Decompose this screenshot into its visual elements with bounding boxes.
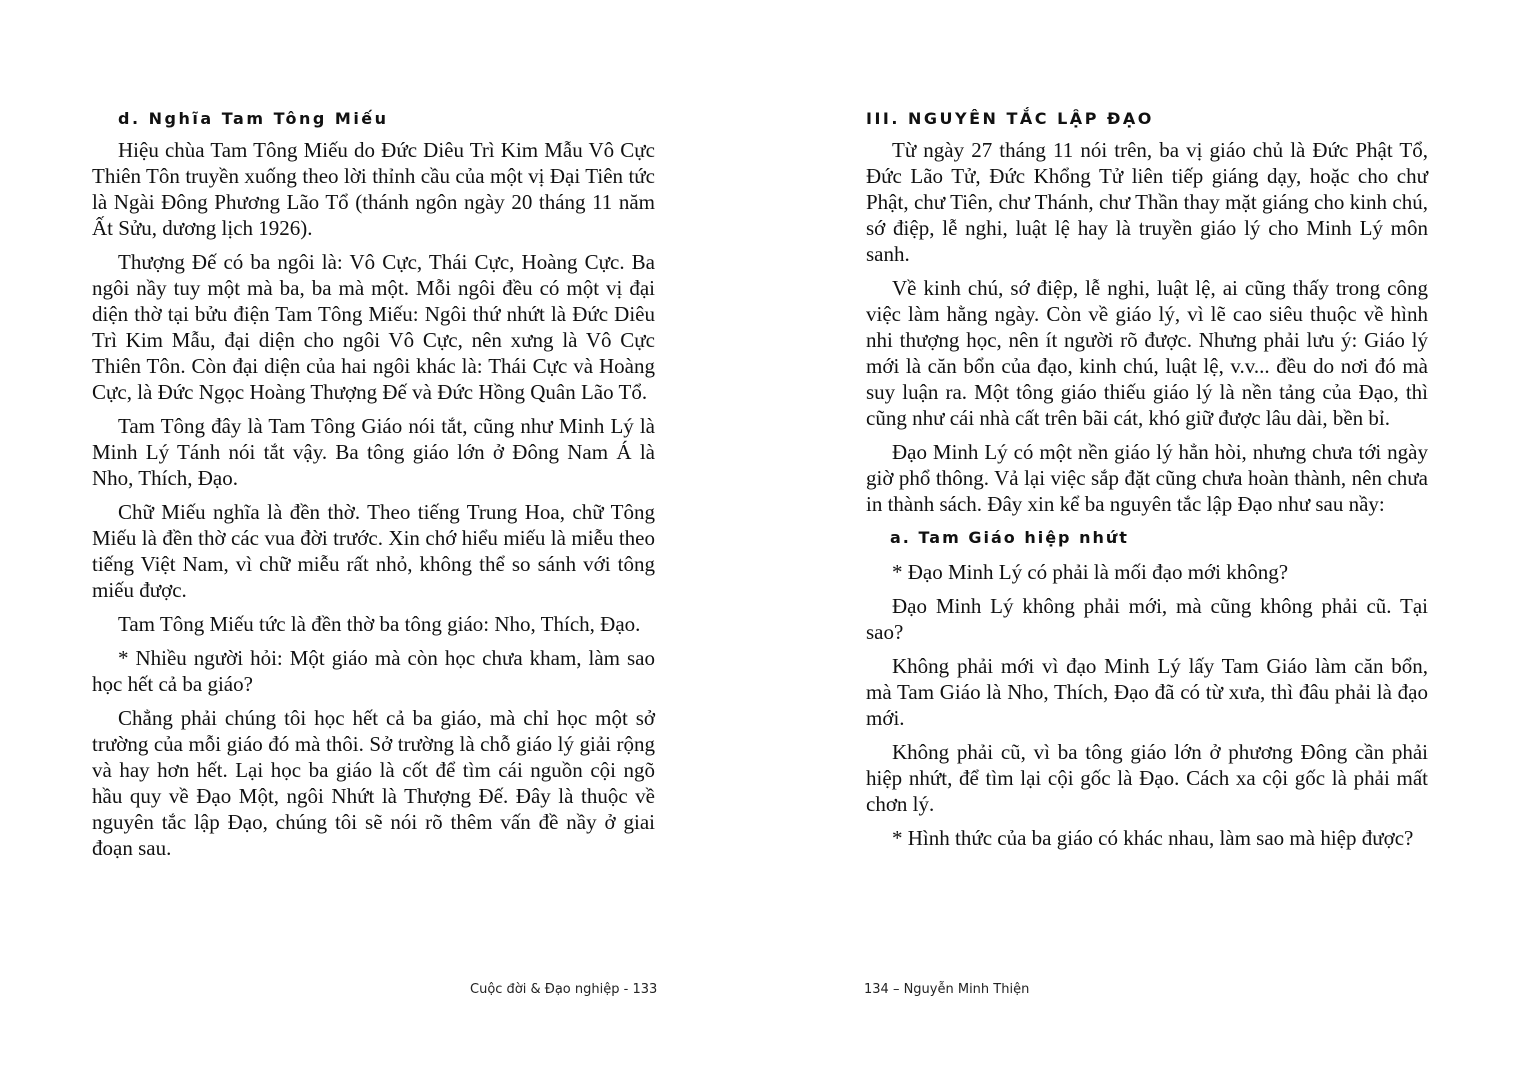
section-heading: d. Nghĩa Tam Tông Miếu [118, 109, 389, 128]
paragraph: Về kinh chú, sớ điệp, lễ nghi, luật lệ, ai cũng thấy trong công việc làm hằng ngày. Còn về giáo lý, vì lẽ cao siêu thuộc về hình nhi thượng học, nên ít người rõ được. Nhưng phải lưu ý: Giáo lý mới là căn bổn của đạo, kinh chú, luật lệ, v.v... đều do nơi đó mà suy luận ra. Một tông giáo thiếu giáo lý là nền tảng của Đạo, thì cũng như cái nhà cất trên bãi cát, khó giữ được lâu dài, bền bỉ. [866, 276, 1428, 430]
subsection-heading: a. Tam Giáo hiệp nhứt [890, 528, 1129, 547]
chapter-heading: III. NGUYÊN TẮC LẬP ĐẠO [866, 109, 1154, 128]
question-paragraph: * Đạo Minh Lý có phải là mối đạo mới không? [892, 560, 1289, 584]
paragraph: Thượng Đế có ba ngôi là: Vô Cực, Thái Cực, Hoàng Cực. Ba ngôi nầy tuy một mà ba, ba mà một. Mỗi ngôi đều có một vị đại diện thờ tại bửu điện Tam Tông Miếu: Ngôi thứ nhứt là Đức Diêu Trì Kim Mẫu, đại diện cho ngôi Vô Cực, nên xưng là Vô Cực Thiên Tôn. Còn đại diện của hai ngôi khác là: Thái Cực và Hoàng Cực, là Đức Ngọc Hoàng Thượng Đế và Đức Hồng Quân Lão Tổ. [92, 250, 655, 404]
paragraph: Chữ Miếu nghĩa là đền thờ. Theo tiếng Trung Hoa, chữ Tông Miếu là đền thờ các vua đời trước. Xin chớ hiểu miếu là miễu theo tiếng Việt Nam, vì chữ miễu rất nhỏ, không thể so sánh với tông miếu được. [92, 500, 655, 602]
paragraph: Không phải cũ, vì ba tông giáo lớn ở phương Đông cần phải hiệp nhứt, để tìm lại cội gốc là Đạo. Cách xa cội gốc là phải mất chơn lý. [866, 740, 1428, 816]
question-paragraph: * Nhiều người hỏi: Một giáo mà còn học chưa kham, làm sao học hết cả ba giáo? [92, 646, 655, 696]
paragraph: Đạo Minh Lý có một nền giáo lý hẳn hòi, nhưng chưa tới ngày giờ phổ thông. Vả lại việc sắp đặt cũng chưa hoàn thành, nên chưa in thành sách. Đây xin kể ba nguyên tắc lập Đạo như sau nầy: [866, 440, 1428, 516]
page-footer-right: 134 – Nguyễn Minh Thiện [864, 982, 1030, 997]
paragraph: Từ ngày 27 tháng 11 nói trên, ba vị giáo chủ là Đức Phật Tổ, Đức Lão Tử, Đức Khổng Tử liên tiếp giáng dạy, hoặc cho chư Phật, chư Tiên, chư Thánh, chư Thần thay mặt giáng cho kinh chú, sớ điệp, lễ nghi, luật lệ hay là truyền giáo lý cho Minh Lý môn sanh. [866, 138, 1428, 266]
paragraph: Tam Tông đây là Tam Tông Giáo nói tắt, cũng như Minh Lý là Minh Lý Tánh nói tắt vậy. Ba tông giáo lớn ở Đông Nam Á là Nho, Thích, Đạo. [92, 414, 655, 490]
paragraph: Đạo Minh Lý không phải mới, mà cũng không phải cũ. Tại sao? [866, 594, 1428, 644]
question-paragraph: * Hình thức của ba giáo có khác nhau, làm sao mà hiệp được? [892, 826, 1414, 850]
paragraph: Chẳng phải chúng tôi học hết cả ba giáo, mà chỉ học một sở trường của mỗi giáo đó mà thôi. Sở trường là chỗ giáo lý giải rộng và hay hơn hết. Lại học ba giáo là cốt để tìm cái nguồn cội ngõ hầu quy về Đạo Một, ngôi Nhứt là Thượng Đế. Đây là thuộc về nguyên tắc lập Đạo, chúng tôi sẽ nói rõ thêm vấn đề nầy ở giai đoạn sau. [92, 706, 655, 860]
paragraph: Tam Tông Miếu tức là đền thờ ba tông giáo: Nho, Thích, Đạo. [118, 612, 641, 636]
left-body [92, 137, 655, 869]
right-body [866, 137, 1428, 859]
page-footer-left: Cuộc đời & Đạo nghiệp - 133 [470, 982, 658, 997]
paragraph: Hiệu chùa Tam Tông Miếu do Đức Diêu Trì Kim Mẫu Vô Cực Thiên Tôn truyền xuống theo lời thỉnh cầu của một vị Đại Tiên tức là Ngài Đông Phương Lão Tổ (thánh ngôn ngày 20 tháng 11 năm Ất Sửu, dương lịch 1926). [92, 138, 655, 240]
paragraph: Không phải mới vì đạo Minh Lý lấy Tam Giáo làm căn bổn, mà Tam Giáo là Nho, Thích, Đạo đã có từ xưa, thì đâu phải là đạo mới. [866, 654, 1428, 730]
